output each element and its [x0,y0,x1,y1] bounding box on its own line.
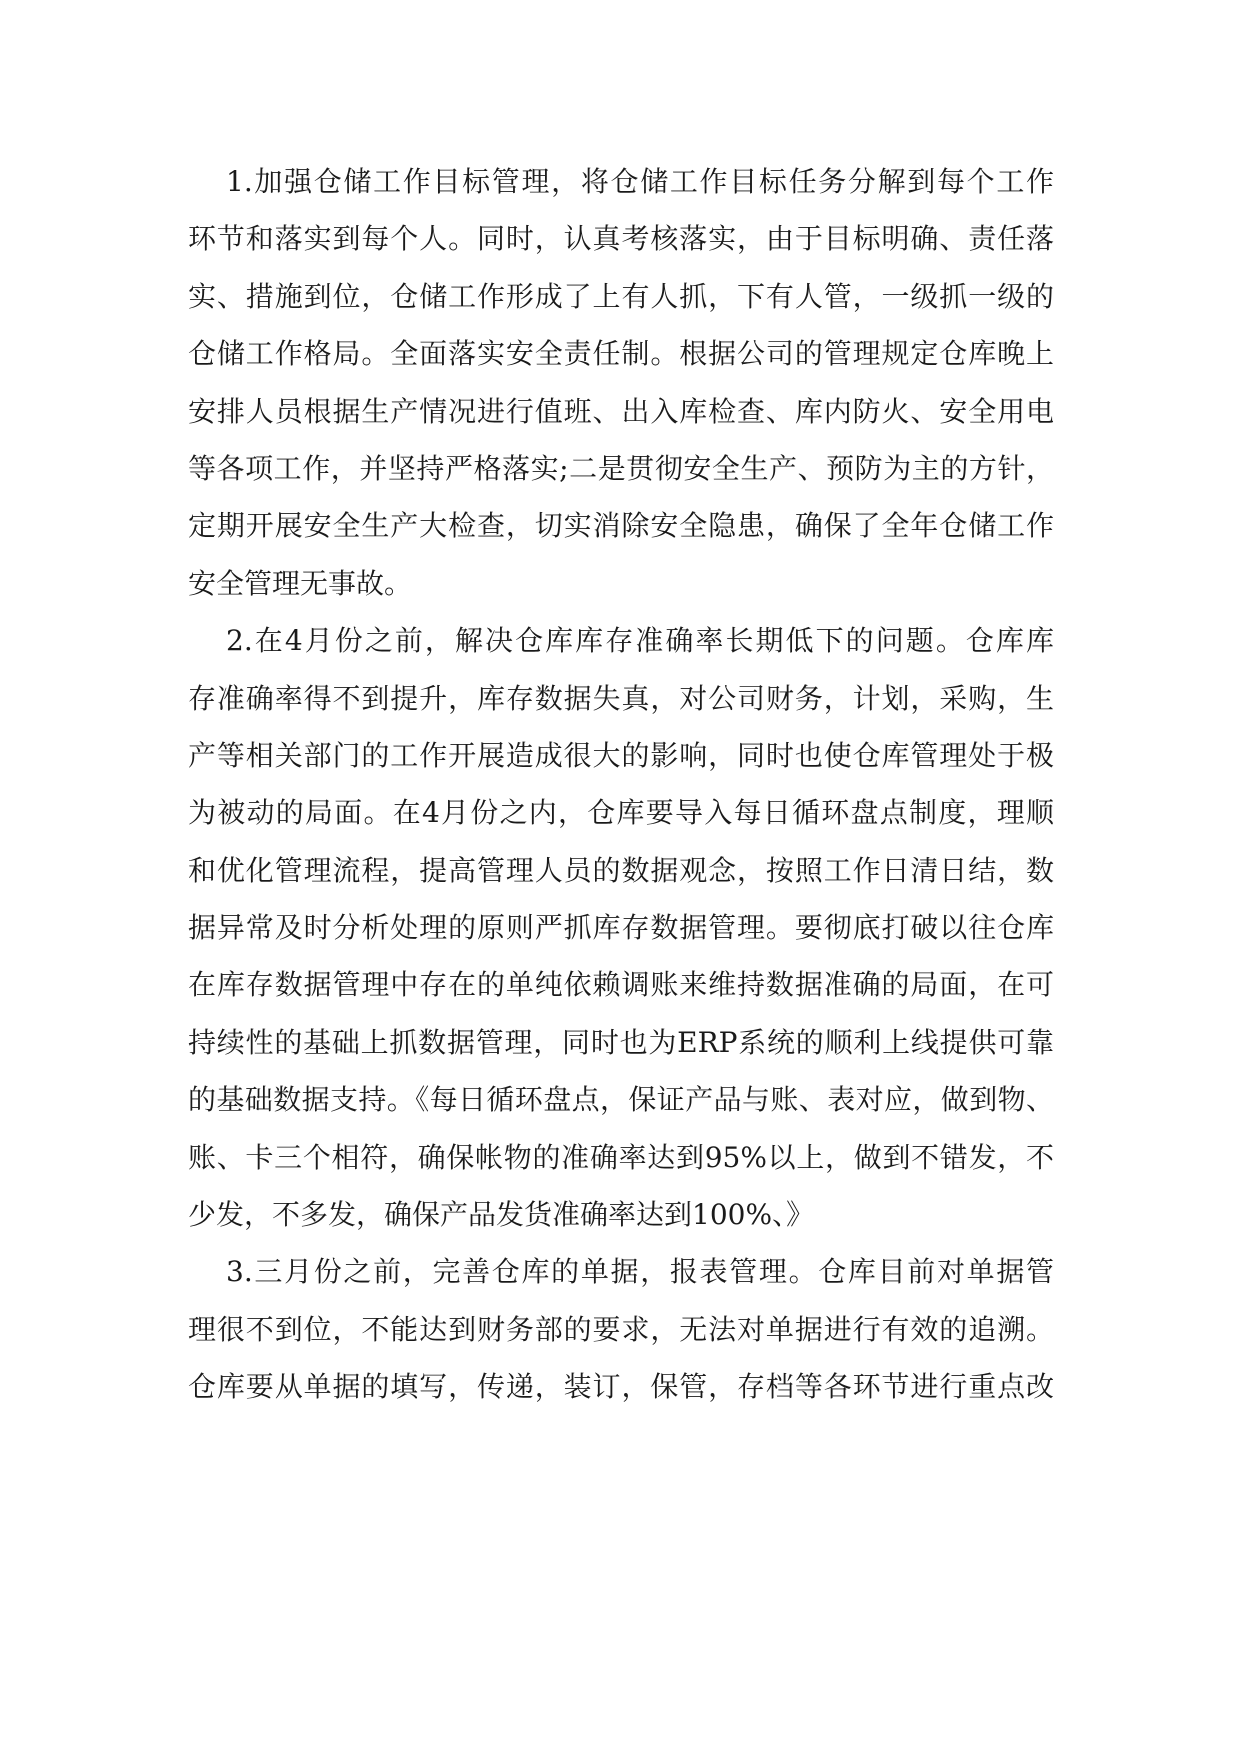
text-line: 安排人员根据生产情况进行值班、出入库检查、库内防火、安全用电 [188,394,1054,428]
text-line: 和优化管理流程，提高管理人员的数据观念，按照工作日清日结，数 [188,853,1054,887]
text-line: 产等相关部门的工作开展造成很大的影响，同时也使仓库管理处于极 [188,738,1054,772]
text-line: 账、卡三个相符，确保帐物的准确率达到95%以上，做到不错发，不 [188,1140,1054,1174]
text-line: 存准确率得不到提升，库存数据失真，对公司财务，计划，采购，生 [188,681,1054,715]
text-line: 仓储工作格局。全面落实安全责任制。根据公司的管理规定仓库晚上 [188,337,1054,371]
text-line: 安全管理无事故。 [188,566,413,600]
text-line: 定期开展安全生产大检查，切实消除安全隐患，确保了全年仓储工作 [188,509,1054,543]
text-line: 少发，不多发，确保产品发货准确率达到100%、》 [188,1198,815,1232]
paragraph-2 [188,612,1054,1243]
text-line: 环节和落实到每个人。同时，认真考核落实，由于目标明确、责任落 [188,222,1054,256]
document-body [188,153,1054,1416]
paragraph-1 [188,153,1054,612]
text-line: 实、措施到位，仓储工作形成了上有人抓，下有人管，一级抓一级的 [188,279,1054,313]
text-line: 在库存数据管理中存在的单纯依赖调账来维持数据准确的局面，在可 [188,968,1054,1002]
text-line: 仓库要从单据的填写，传递，装订，保管，存档等各环节进行重点改 [188,1370,1054,1404]
text-line: 2.在4月份之前，解决仓库库存准确率长期低下的问题。仓库库 [226,624,1054,658]
text-line: 等各项工作，并坚持严格落实;二是贯彻安全生产、预防为主的方针， [188,451,1054,485]
text-line: 1.加强仓储工作目标管理，将仓储工作目标任务分解到每个工作 [226,165,1054,198]
text-line: 3.三月份之前，完善仓库的单据，报表管理。仓库目前对单据管 [226,1255,1054,1289]
text-line: 持续性的基础上抓数据管理，同时也为ERP系统的顺利上线提供可靠 [188,1025,1054,1059]
text-line: 理很不到位，不能达到财务部的要求，无法对单据进行有效的追溯。 [188,1312,1054,1346]
text-line: 为被动的局面。在4月份之内，仓库要导入每日循环盘点制度，理顺 [188,796,1054,830]
text-line: 的基础数据支持。《每日循环盘点，保证产品与账、表对应，做到物、 [188,1083,1054,1117]
text-line: 据异常及时分析处理的原则严抓库存数据管理。要彻底打破以往仓库 [188,911,1054,945]
paragraph-3 [188,1243,1054,1415]
